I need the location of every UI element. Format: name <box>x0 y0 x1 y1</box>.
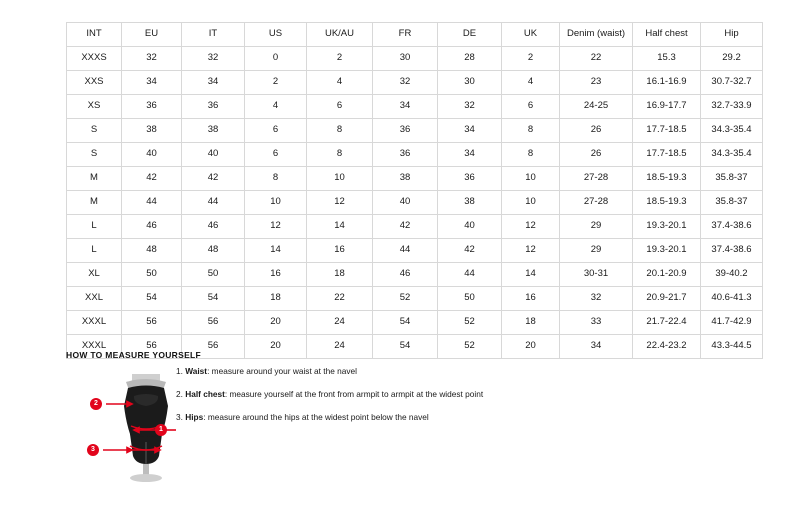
cell-int: XXXS <box>67 47 122 71</box>
cell-eu: 46 <box>122 215 182 239</box>
cell-half-chest: 16.9-17.7 <box>633 95 701 119</box>
cell-eu: 50 <box>122 263 182 287</box>
column-header-half-chest: Half chest <box>633 23 701 47</box>
cell-fr: 46 <box>373 263 438 287</box>
cell-int: XXXL <box>67 335 122 359</box>
instruction-text: : measure around your waist at the navel <box>207 366 357 376</box>
cell-half-chest: 22.4-23.2 <box>633 335 701 359</box>
how-to-measure-title: HOW TO MEASURE YOURSELF <box>66 350 202 360</box>
instruction-term: Waist <box>185 366 208 376</box>
cell-uk: 6 <box>502 95 560 119</box>
cell-uk: 2 <box>502 47 560 71</box>
cell-fr: 32 <box>373 71 438 95</box>
cell-de: 52 <box>438 311 502 335</box>
cell-int: XL <box>67 263 122 287</box>
cell-it: 36 <box>182 95 245 119</box>
cell-it: 38 <box>182 119 245 143</box>
cell-fr: 30 <box>373 47 438 71</box>
cell-uk: 10 <box>502 167 560 191</box>
cell-uk-au: 8 <box>307 119 373 143</box>
cell-eu: 34 <box>122 71 182 95</box>
column-header-int: INT <box>67 23 122 47</box>
cell-fr: 54 <box>373 335 438 359</box>
table-row <box>67 287 763 311</box>
size-chart-table-wrapper <box>66 22 752 359</box>
table-header-row <box>67 23 763 47</box>
cell-us: 14 <box>245 239 307 263</box>
column-header-uk-au: UK/AU <box>307 23 373 47</box>
cell-denim-waist: 26 <box>560 143 633 167</box>
cell-half-chest: 18.5-19.3 <box>633 191 701 215</box>
cell-de: 28 <box>438 47 502 71</box>
cell-uk-au: 6 <box>307 95 373 119</box>
cell-uk: 8 <box>502 119 560 143</box>
cell-half-chest: 17.7-18.5 <box>633 143 701 167</box>
cell-denim-waist: 30-31 <box>560 263 633 287</box>
cell-de: 52 <box>438 335 502 359</box>
cell-de: 36 <box>438 167 502 191</box>
cell-denim-waist: 33 <box>560 311 633 335</box>
cell-hip: 34.3-35.4 <box>701 119 763 143</box>
cell-it: 48 <box>182 239 245 263</box>
cell-int: XS <box>67 95 122 119</box>
cell-de: 50 <box>438 287 502 311</box>
table-row <box>67 215 763 239</box>
cell-uk: 14 <box>502 263 560 287</box>
instruction-number: 3. <box>176 411 183 422</box>
cell-fr: 44 <box>373 239 438 263</box>
measure-instructions <box>176 367 596 436</box>
cell-de: 32 <box>438 95 502 119</box>
cell-us: 10 <box>245 191 307 215</box>
cell-denim-waist: 32 <box>560 287 633 311</box>
cell-denim-waist: 24-25 <box>560 95 633 119</box>
cell-de: 42 <box>438 239 502 263</box>
cell-de: 34 <box>438 143 502 167</box>
cell-hip: 29.2 <box>701 47 763 71</box>
cell-uk-au: 24 <box>307 335 373 359</box>
cell-de: 30 <box>438 71 502 95</box>
measure-badge-1: 1 <box>155 424 167 436</box>
cell-it: 32 <box>182 47 245 71</box>
cell-int: S <box>67 143 122 167</box>
cell-hip: 34.3-35.4 <box>701 143 763 167</box>
instruction-term: Half chest <box>185 388 225 399</box>
cell-uk: 20 <box>502 335 560 359</box>
cell-us: 6 <box>245 143 307 167</box>
table-row <box>67 191 763 215</box>
column-header-denim-waist: Denim (waist) <box>560 23 633 47</box>
cell-fr: 40 <box>373 191 438 215</box>
cell-half-chest: 18.5-19.3 <box>633 167 701 191</box>
table-row <box>67 143 763 167</box>
table-row <box>67 71 763 95</box>
cell-us: 6 <box>245 119 307 143</box>
instruction-term: Hips <box>185 411 204 422</box>
cell-denim-waist: 34 <box>560 335 633 359</box>
cell-hip: 43.3-44.5 <box>701 335 763 359</box>
cell-de: 38 <box>438 191 502 215</box>
cell-eu: 56 <box>122 335 182 359</box>
cell-uk-au: 22 <box>307 287 373 311</box>
cell-it: 50 <box>182 263 245 287</box>
cell-denim-waist: 26 <box>560 119 633 143</box>
cell-denim-waist: 27-28 <box>560 167 633 191</box>
instruction-item-half-chest <box>176 390 596 400</box>
cell-eu: 36 <box>122 95 182 119</box>
cell-fr: 36 <box>373 143 438 167</box>
column-header-uk: UK <box>502 23 560 47</box>
cell-fr: 42 <box>373 215 438 239</box>
cell-denim-waist: 23 <box>560 71 633 95</box>
cell-denim-waist: 27-28 <box>560 191 633 215</box>
cell-fr: 54 <box>373 311 438 335</box>
cell-us: 8 <box>245 167 307 191</box>
table-row <box>67 263 763 287</box>
cell-uk-au: 12 <box>307 191 373 215</box>
cell-us: 16 <box>245 263 307 287</box>
table-row <box>67 47 763 71</box>
cell-us: 20 <box>245 311 307 335</box>
cell-uk-au: 2 <box>307 47 373 71</box>
cell-it: 40 <box>182 143 245 167</box>
cell-eu: 40 <box>122 143 182 167</box>
measure-badge-2: 2 <box>90 398 102 410</box>
cell-int: S <box>67 119 122 143</box>
cell-us: 0 <box>245 47 307 71</box>
column-header-it: IT <box>182 23 245 47</box>
cell-us: 2 <box>245 71 307 95</box>
cell-de: 40 <box>438 215 502 239</box>
cell-eu: 38 <box>122 119 182 143</box>
cell-fr: 38 <box>373 167 438 191</box>
cell-half-chest: 20.1-20.9 <box>633 263 701 287</box>
cell-uk-au: 24 <box>307 311 373 335</box>
cell-hip: 41.7-42.9 <box>701 311 763 335</box>
cell-hip: 37.4-38.6 <box>701 215 763 239</box>
cell-de: 44 <box>438 263 502 287</box>
cell-hip: 35.8-37 <box>701 191 763 215</box>
cell-us: 12 <box>245 215 307 239</box>
cell-eu: 54 <box>122 287 182 311</box>
cell-uk: 8 <box>502 143 560 167</box>
cell-half-chest: 19.3-20.1 <box>633 239 701 263</box>
cell-int: L <box>67 239 122 263</box>
cell-uk: 16 <box>502 287 560 311</box>
cell-uk: 10 <box>502 191 560 215</box>
cell-uk: 18 <box>502 311 560 335</box>
cell-fr: 34 <box>373 95 438 119</box>
instruction-item-hips <box>176 413 596 423</box>
cell-us: 4 <box>245 95 307 119</box>
cell-denim-waist: 29 <box>560 215 633 239</box>
cell-half-chest: 17.7-18.5 <box>633 119 701 143</box>
cell-fr: 36 <box>373 119 438 143</box>
cell-eu: 42 <box>122 167 182 191</box>
cell-denim-waist: 29 <box>560 239 633 263</box>
cell-hip: 40.6-41.3 <box>701 287 763 311</box>
cell-eu: 32 <box>122 47 182 71</box>
cell-it: 42 <box>182 167 245 191</box>
cell-int: XXXL <box>67 311 122 335</box>
cell-uk-au: 18 <box>307 263 373 287</box>
cell-hip: 37.4-38.6 <box>701 239 763 263</box>
column-header-us: US <box>245 23 307 47</box>
size-chart-table <box>66 22 763 359</box>
cell-int: M <box>67 191 122 215</box>
cell-uk: 4 <box>502 71 560 95</box>
table-row <box>67 239 763 263</box>
cell-half-chest: 19.3-20.1 <box>633 215 701 239</box>
cell-uk-au: 16 <box>307 239 373 263</box>
table-row <box>67 311 763 335</box>
cell-half-chest: 15.3 <box>633 47 701 71</box>
cell-hip: 39-40.2 <box>701 263 763 287</box>
cell-us: 18 <box>245 287 307 311</box>
cell-hip: 35.8-37 <box>701 167 763 191</box>
cell-eu: 48 <box>122 239 182 263</box>
cell-it: 46 <box>182 215 245 239</box>
cell-denim-waist: 22 <box>560 47 633 71</box>
cell-fr: 52 <box>373 287 438 311</box>
table-row <box>67 167 763 191</box>
cell-hip: 32.7-33.9 <box>701 95 763 119</box>
instruction-number: 2. <box>176 388 183 399</box>
cell-it: 56 <box>182 335 245 359</box>
column-header-hip: Hip <box>701 23 763 47</box>
cell-eu: 56 <box>122 311 182 335</box>
cell-it: 34 <box>182 71 245 95</box>
cell-half-chest: 16.1-16.9 <box>633 71 701 95</box>
cell-it: 56 <box>182 311 245 335</box>
cell-uk: 12 <box>502 215 560 239</box>
cell-it: 54 <box>182 287 245 311</box>
cell-uk: 12 <box>502 239 560 263</box>
column-header-de: DE <box>438 23 502 47</box>
cell-int: XXL <box>67 287 122 311</box>
cell-uk-au: 10 <box>307 167 373 191</box>
table-row <box>67 95 763 119</box>
table-row <box>67 119 763 143</box>
instruction-text: : measure around the hips at the widest point below the navel <box>203 411 429 422</box>
cell-half-chest: 20.9-21.7 <box>633 287 701 311</box>
instruction-item-waist <box>176 367 596 377</box>
cell-it: 44 <box>182 191 245 215</box>
cell-int: XXS <box>67 71 122 95</box>
column-header-fr: FR <box>373 23 438 47</box>
cell-de: 34 <box>438 119 502 143</box>
instruction-number: 1. <box>176 366 183 376</box>
cell-int: M <box>67 167 122 191</box>
cell-half-chest: 21.7-22.4 <box>633 311 701 335</box>
cell-uk-au: 14 <box>307 215 373 239</box>
cell-uk-au: 8 <box>307 143 373 167</box>
cell-int: L <box>67 215 122 239</box>
measure-badge-3: 3 <box>87 444 99 456</box>
cell-eu: 44 <box>122 191 182 215</box>
instruction-text: : measure yourself at the front from armpit to armpit at the widest point <box>224 388 484 399</box>
cell-us: 20 <box>245 335 307 359</box>
column-header-eu: EU <box>122 23 182 47</box>
cell-uk-au: 4 <box>307 71 373 95</box>
cell-hip: 30.7-32.7 <box>701 71 763 95</box>
